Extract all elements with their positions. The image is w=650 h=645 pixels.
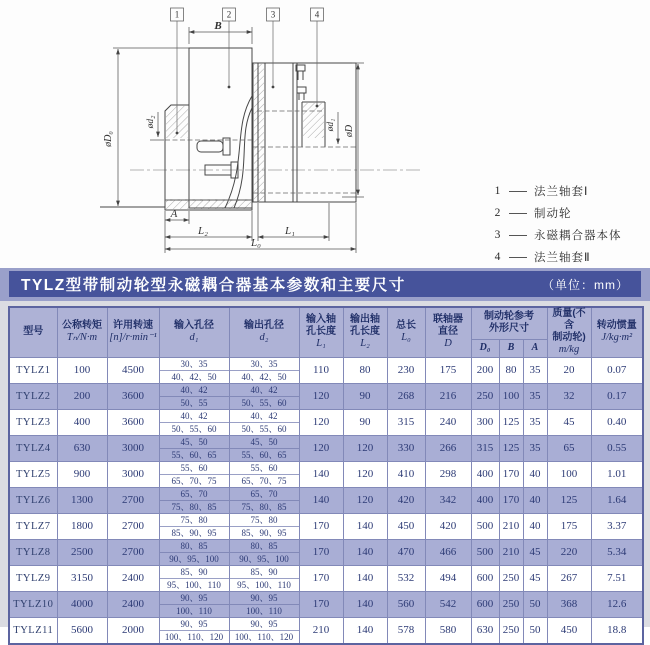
- bore-option-line: 95、100、110: [237, 579, 291, 590]
- unit-label: （单位：mm）: [542, 277, 629, 292]
- cell-A: 40: [523, 461, 547, 487]
- cell-mass: 45: [547, 409, 591, 435]
- cell-D0: 600: [471, 565, 499, 591]
- cell-A: 35: [523, 383, 547, 409]
- cell-L1: 120: [299, 409, 343, 435]
- cell-L2: 120: [343, 435, 387, 461]
- cell-d2: [229, 539, 299, 565]
- bore-option-line: 40、42、50: [171, 371, 217, 382]
- cell-mass: 450: [547, 617, 591, 644]
- cell-D0: 250: [471, 383, 499, 409]
- cell-B: 170: [499, 487, 523, 513]
- cell-A: 40: [523, 513, 547, 539]
- callout-2: 2: [226, 9, 232, 20]
- legend-dash: [509, 257, 527, 258]
- parts-legend: [492, 183, 622, 265]
- cell-mass: 20: [547, 357, 591, 383]
- cell-D: 466: [425, 539, 471, 565]
- cell-D: 240: [425, 409, 471, 435]
- section-title-band: [0, 268, 650, 301]
- cell-speed: 2700: [107, 539, 159, 565]
- cell-D: 580: [425, 617, 471, 644]
- bore-option-line: 90、95、100: [239, 553, 289, 564]
- cell-d2: [229, 435, 299, 461]
- cell-D0: 400: [471, 461, 499, 487]
- cell-model: TYLZ5: [9, 461, 57, 487]
- cell-mass: 100: [547, 461, 591, 487]
- bore-option-line: 45、50: [160, 436, 229, 449]
- dim-phiD0: øD₀: [103, 131, 114, 147]
- cell-B: 210: [499, 513, 523, 539]
- cell-d1: [159, 357, 229, 383]
- col-brake-group: 制动轮参考 外形尺寸: [471, 307, 547, 339]
- bore-option-line: 55、60: [230, 462, 299, 475]
- bore-option-line: 65、70、75: [241, 475, 287, 486]
- col-d1: 输入孔径 d₁: [159, 307, 229, 357]
- cell-speed: 2700: [107, 513, 159, 539]
- table-row: [9, 435, 643, 461]
- cell-L1: 170: [299, 539, 343, 565]
- cell-L1: 210: [299, 617, 343, 644]
- cell-A: 45: [523, 565, 547, 591]
- cell-torque: 100: [57, 357, 107, 383]
- cell-B: 210: [499, 539, 523, 565]
- bore-option-line: 45、50: [230, 436, 299, 449]
- cell-d2: [229, 487, 299, 513]
- cell-L2: 90: [343, 409, 387, 435]
- cell-D0: 500: [471, 539, 499, 565]
- cell-L2: 90: [343, 383, 387, 409]
- cell-mass: 175: [547, 513, 591, 539]
- col-d2: 输出孔径 d₂: [229, 307, 299, 357]
- table-row: [9, 539, 643, 565]
- cell-d2: [229, 461, 299, 487]
- bore-option-line: 90、95: [160, 618, 229, 631]
- table-row: [9, 383, 643, 409]
- cell-L1: 170: [299, 565, 343, 591]
- dim-L1: L₁: [285, 225, 295, 237]
- cell-D: 542: [425, 591, 471, 617]
- cell-B: 125: [499, 409, 523, 435]
- cell-torque: 5600: [57, 617, 107, 644]
- bore-option-line: 40、42: [230, 410, 299, 423]
- callout-1: 1: [174, 9, 180, 20]
- bore-option-line: 100、110、120: [234, 631, 294, 642]
- cell-D: 494: [425, 565, 471, 591]
- col-model: 型号: [9, 307, 57, 357]
- cell-model: TYLZ10: [9, 591, 57, 617]
- legend-dash: [509, 213, 527, 214]
- bore-option-line: 100、110: [246, 605, 282, 616]
- cell-D0: 630: [471, 617, 499, 644]
- cell-mass: 220: [547, 539, 591, 565]
- cell-D0: 500: [471, 513, 499, 539]
- cell-d2: [229, 617, 299, 644]
- cell-torque: 2500: [57, 539, 107, 565]
- cell-A: 35: [523, 357, 547, 383]
- col-D: 联轴器 直径 D: [425, 307, 471, 357]
- cell-A: 50: [523, 591, 547, 617]
- col-L0: 总长 L₀: [387, 307, 425, 357]
- cell-L0: 420: [387, 487, 425, 513]
- table-header: [9, 307, 643, 357]
- cell-D: 420: [425, 513, 471, 539]
- cell-D: 298: [425, 461, 471, 487]
- col-A: A: [523, 339, 547, 357]
- cell-inertia: 0.40: [591, 409, 643, 435]
- cell-model: TYLZ7: [9, 513, 57, 539]
- cell-B: 100: [499, 383, 523, 409]
- cell-speed: 3600: [107, 383, 159, 409]
- cell-L0: 268: [387, 383, 425, 409]
- legend-number: 3: [494, 229, 502, 241]
- cell-torque: 4000: [57, 591, 107, 617]
- cell-L1: 120: [299, 435, 343, 461]
- cell-D0: 200: [471, 357, 499, 383]
- table-row: [9, 357, 643, 383]
- cell-L0: 230: [387, 357, 425, 383]
- cell-A: 45: [523, 539, 547, 565]
- cell-torque: 1300: [57, 487, 107, 513]
- cell-d2: [229, 357, 299, 383]
- bore-option-line: 40、42、50: [241, 371, 287, 382]
- cell-L0: 532: [387, 565, 425, 591]
- cell-mass: 267: [547, 565, 591, 591]
- bore-option-line: 75、80、85: [171, 501, 217, 512]
- bore-option-line: 65、70: [160, 488, 229, 501]
- cell-mass: 368: [547, 591, 591, 617]
- cell-d1: [159, 461, 229, 487]
- cell-speed: 3000: [107, 435, 159, 461]
- legend-item: [492, 227, 622, 243]
- bore-option-line: 90、95: [230, 592, 299, 605]
- col-inertia: 转动惯量 J/kg·m²: [591, 307, 643, 357]
- bore-option-line: 80、85: [160, 540, 229, 553]
- table-row: [9, 591, 643, 617]
- cell-inertia: 1.64: [591, 487, 643, 513]
- legend-label: 制动轮: [534, 208, 572, 220]
- bore-option-line: 30、35: [160, 358, 229, 371]
- bore-option-line: 75、80: [160, 514, 229, 527]
- cell-speed: 3000: [107, 461, 159, 487]
- assembly-drawing-area: [0, 0, 650, 266]
- cell-d2: [229, 409, 299, 435]
- cell-L2: 140: [343, 617, 387, 644]
- cell-mass: 125: [547, 487, 591, 513]
- dim-B: B: [214, 20, 222, 32]
- legend-label: 法兰轴套Ⅰ: [534, 186, 589, 198]
- bore-option-line: 95、100、110: [167, 579, 221, 590]
- bore-option-line: 50、55、60: [241, 397, 287, 408]
- cell-L1: 110: [299, 357, 343, 383]
- cell-torque: 400: [57, 409, 107, 435]
- cell-speed: 2000: [107, 617, 159, 644]
- table-row: [9, 461, 643, 487]
- col-mass: 质量(不含 制动轮) m/kg: [547, 307, 591, 357]
- cell-D: 342: [425, 487, 471, 513]
- cell-A: 35: [523, 409, 547, 435]
- table-row: [9, 565, 643, 591]
- cell-L0: 450: [387, 513, 425, 539]
- bore-option-line: 85、90、95: [241, 527, 287, 538]
- cell-torque: 3150: [57, 565, 107, 591]
- cell-B: 250: [499, 591, 523, 617]
- legend-label: 永磁耦合器本体: [534, 230, 622, 242]
- col-B: B: [499, 339, 523, 357]
- cell-B: 80: [499, 357, 523, 383]
- cell-B: 170: [499, 461, 523, 487]
- cell-L2: 140: [343, 539, 387, 565]
- cell-L1: 170: [299, 513, 343, 539]
- legend-number: 1: [494, 185, 502, 197]
- cell-speed: 2700: [107, 487, 159, 513]
- cell-L0: 330: [387, 435, 425, 461]
- spec-table-wrap: [0, 301, 650, 642]
- cell-model: TYLZ8: [9, 539, 57, 565]
- cell-L2: 140: [343, 513, 387, 539]
- cell-D: 266: [425, 435, 471, 461]
- cell-inertia: 0.55: [591, 435, 643, 461]
- cell-d1: [159, 539, 229, 565]
- dim-phid2: ød₂: [146, 115, 156, 129]
- bore-option-line: 80、85: [230, 540, 299, 553]
- bore-option-line: 75、80: [230, 514, 299, 527]
- legend-item: [492, 249, 622, 265]
- cell-B: 250: [499, 617, 523, 644]
- legend-item: [492, 183, 622, 199]
- cell-speed: 3600: [107, 409, 159, 435]
- bore-option-line: 50、55、60: [241, 423, 287, 434]
- cell-speed: 2400: [107, 565, 159, 591]
- table-row: [9, 409, 643, 435]
- dim-L2: L₂: [198, 225, 208, 237]
- spec-table: [8, 306, 644, 645]
- cell-L0: 578: [387, 617, 425, 644]
- bore-option-line: 85、90: [160, 566, 229, 579]
- cell-inertia: 1.01: [591, 461, 643, 487]
- table-row: [9, 487, 643, 513]
- bore-option-line: 40、42: [230, 384, 299, 397]
- cell-speed: 2400: [107, 591, 159, 617]
- cell-D: 216: [425, 383, 471, 409]
- bore-option-line: 85、90: [230, 566, 299, 579]
- bore-option-line: 90、95、100: [169, 553, 219, 564]
- bore-option-line: 65、70、75: [171, 475, 217, 486]
- legend-number: 4: [494, 251, 502, 263]
- cell-d1: [159, 591, 229, 617]
- cell-model: TYLZ1: [9, 357, 57, 383]
- cell-model: TYLZ4: [9, 435, 57, 461]
- cell-mass: 65: [547, 435, 591, 461]
- page-title: TYLZ型带制动轮型永磁耦合器基本参数和主要尺寸: [21, 277, 406, 294]
- cell-A: 40: [523, 487, 547, 513]
- table-header-row-1: [9, 307, 643, 339]
- cell-d2: [229, 513, 299, 539]
- legend-dash: [509, 235, 527, 236]
- cell-B: 250: [499, 565, 523, 591]
- cell-model: TYLZ6: [9, 487, 57, 513]
- table-row: [9, 617, 643, 644]
- cell-L0: 410: [387, 461, 425, 487]
- cell-d1: [159, 513, 229, 539]
- cell-L2: 120: [343, 487, 387, 513]
- cell-torque: 200: [57, 383, 107, 409]
- cell-inertia: 5.34: [591, 539, 643, 565]
- cell-B: 125: [499, 435, 523, 461]
- cell-L1: 140: [299, 487, 343, 513]
- dim-phiD: øD: [344, 124, 355, 138]
- cell-d1: [159, 435, 229, 461]
- cell-d2: [229, 565, 299, 591]
- col-D0: D₀: [471, 339, 499, 357]
- cell-inertia: 3.37: [591, 513, 643, 539]
- bore-option-line: 100、110、120: [164, 631, 224, 642]
- cell-L2: 140: [343, 565, 387, 591]
- bore-option-line: 50、55、60: [171, 423, 217, 434]
- cell-d1: [159, 565, 229, 591]
- cell-inertia: 7.51: [591, 565, 643, 591]
- bore-option-line: 65、70: [230, 488, 299, 501]
- legend-item: [492, 205, 622, 221]
- col-speed: 许用转速 [n]/r·min⁻¹: [107, 307, 159, 357]
- bore-option-line: 100、110: [176, 605, 212, 616]
- cell-L1: 170: [299, 591, 343, 617]
- col-torque: 公称转矩 Tₙ/N·m: [57, 307, 107, 357]
- cell-inertia: 0.07: [591, 357, 643, 383]
- bore-option-line: 50、55: [180, 397, 208, 408]
- cell-L0: 315: [387, 409, 425, 435]
- callout-3: 3: [270, 9, 276, 20]
- cell-A: 50: [523, 617, 547, 644]
- cell-D0: 600: [471, 591, 499, 617]
- cell-model: TYLZ9: [9, 565, 57, 591]
- cell-d1: [159, 383, 229, 409]
- cell-L2: 120: [343, 461, 387, 487]
- dim-L0: L₀: [251, 237, 261, 249]
- cell-inertia: 18.8: [591, 617, 643, 644]
- col-L2: 输出轴 孔长度 L₂: [343, 307, 387, 357]
- cell-L1: 120: [299, 383, 343, 409]
- legend-number: 2: [494, 207, 502, 219]
- bore-option-line: 55、60、65: [171, 449, 217, 460]
- cell-L0: 470: [387, 539, 425, 565]
- cell-torque: 1800: [57, 513, 107, 539]
- cell-d1: [159, 409, 229, 435]
- cell-L1: 140: [299, 461, 343, 487]
- dim-A: A: [170, 208, 178, 220]
- col-L1: 输入轴 孔长度 L₁: [299, 307, 343, 357]
- cell-D0: 315: [471, 435, 499, 461]
- bore-option-line: 85、90、95: [171, 527, 217, 538]
- cell-D0: 300: [471, 409, 499, 435]
- cell-L0: 560: [387, 591, 425, 617]
- cell-d2: [229, 591, 299, 617]
- cell-model: TYLZ2: [9, 383, 57, 409]
- cell-D: 175: [425, 357, 471, 383]
- cell-inertia: 0.17: [591, 383, 643, 409]
- bore-option-line: 55、60、65: [241, 449, 287, 460]
- legend-label: 法兰轴套Ⅱ: [534, 252, 591, 264]
- bore-option-line: 55、60: [160, 462, 229, 475]
- bore-option-line: 30、35: [230, 358, 299, 371]
- cell-L2: 140: [343, 591, 387, 617]
- cell-mass: 32: [547, 383, 591, 409]
- cell-L2: 80: [343, 357, 387, 383]
- bore-option-line: 40、42: [160, 384, 229, 397]
- bore-option-line: 40、42: [160, 410, 229, 423]
- dim-phid1: ød₁: [326, 118, 336, 132]
- dimension-lines: [113, 27, 364, 253]
- cell-torque: 900: [57, 461, 107, 487]
- bore-option-line: 90、95: [230, 618, 299, 631]
- cell-d1: [159, 617, 229, 644]
- cell-torque: 630: [57, 435, 107, 461]
- cell-d2: [229, 383, 299, 409]
- cell-model: TYLZ11: [9, 617, 57, 644]
- callout-4: 4: [314, 9, 320, 20]
- cell-d1: [159, 487, 229, 513]
- cell-inertia: 12.6: [591, 591, 643, 617]
- cell-D0: 400: [471, 487, 499, 513]
- cell-A: 35: [523, 435, 547, 461]
- bore-option-line: 75、80、85: [241, 501, 287, 512]
- cell-model: TYLZ3: [9, 409, 57, 435]
- legend-dash: [509, 191, 527, 192]
- section-title-inner: [9, 271, 641, 297]
- cell-speed: 4500: [107, 357, 159, 383]
- table-row: [9, 513, 643, 539]
- table-body: [9, 357, 643, 644]
- bore-option-line: 90、95: [160, 592, 229, 605]
